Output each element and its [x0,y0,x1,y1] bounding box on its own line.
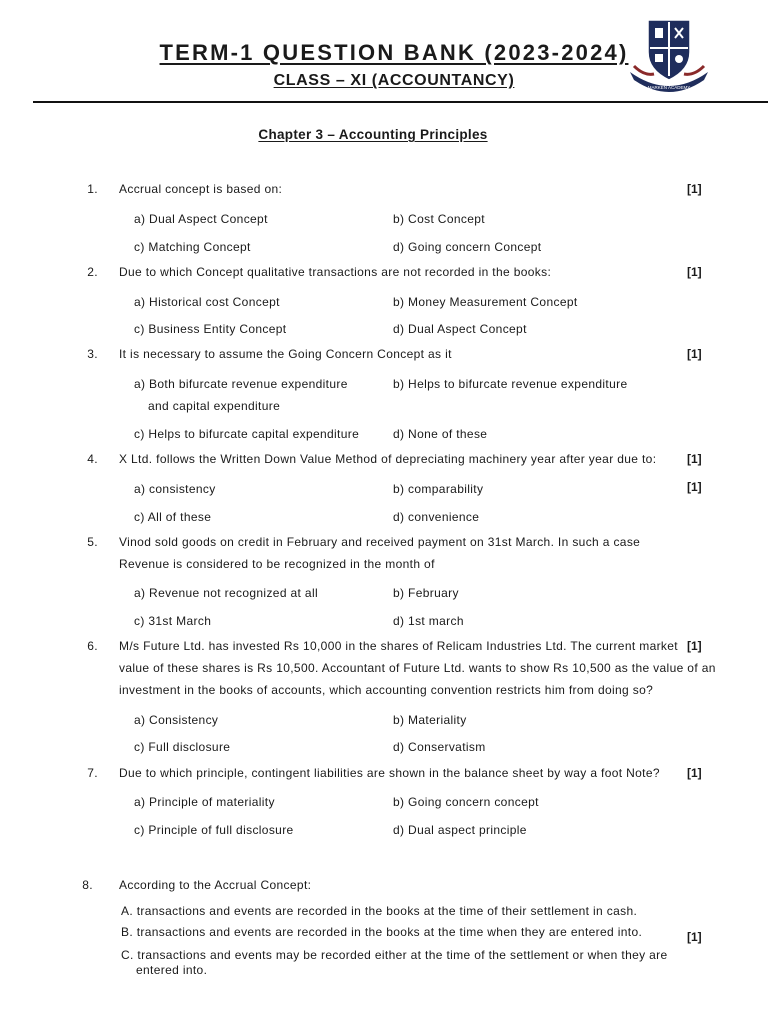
option-b: b) Money Measurement Concept [393,295,578,309]
option-c: c) All of these [134,510,212,524]
document-title: TERM-1 QUESTION BANK (2023-2024) [159,40,629,65]
option-c: c) Business Entity Concept [134,322,287,336]
question-number: 5. [87,535,98,549]
question-marks-extra: [1] [687,480,702,494]
question-number: 1. [87,182,98,196]
option-b: b) Helps to bifurcate revenue expenditure [393,377,628,391]
question-number: 7. [87,766,98,780]
question-text: X Ltd. follows the Written Down Value Method of depreciating machinery year after year due to: [119,452,657,466]
question-marks: [1] [687,930,702,944]
question-text: According to the Accrual Concept: [119,878,312,892]
option-d: d) Dual aspect principle [393,823,527,837]
option-a: a) Dual Aspect Concept [134,212,268,226]
question-text-line-3: investment in the books of accounts, which accounting convention restricts him from doing so? [119,683,654,697]
option-b: b) Cost Concept [393,212,485,226]
option-b: b) comparability [393,482,484,496]
header-divider [33,101,768,103]
question-text: Due to which Concept qualitative transactions are not recorded in the books: [119,265,552,279]
option-c-continued: entered into. [136,963,208,977]
option-a: A. transactions and events are recorded in the books at the time of their settlement in cash. [121,904,638,918]
question-marks: [1] [687,347,702,361]
question-text: Due to which principle, contingent liabilities are shown in the balance sheet by way a foot Note? [119,766,660,780]
question-text: M/s Future Ltd. has invested Rs 10,000 in the shares of Relicam Industries Ltd. The current market [119,639,678,653]
option-b: b) February [393,586,459,600]
option-d: d) Going concern Concept [393,240,542,254]
option-b: B. transactions and events are recorded in the books at the time when they are entered into. [121,925,643,939]
question-marks: [1] [687,766,702,780]
question-text: Accrual concept is based on: [119,182,283,196]
question-text-line-2: value of these shares is Rs 10,500. Accountant of Future Ltd. wants to show Rs 10,500 as the value of an [119,661,716,675]
question-text: It is necessary to assume the Going Concern Concept as it [119,347,452,361]
question-text-line-2: Revenue is considered to be recognized in the month of [119,557,435,571]
option-c: c) Matching Concept [134,240,251,254]
question-marks: [1] [687,639,702,653]
option-d: d) convenience [393,510,480,524]
option-d: d) None of these [393,427,488,441]
question-number: 6. [87,639,98,653]
option-b: b) Going concern concept [393,795,539,809]
document-subtitle: CLASS – XI (ACCOUNTANCY) [273,72,515,89]
question-number: 8. [82,878,93,892]
option-c: c) Helps to bifurcate capital expenditure [134,427,360,441]
option-c: c) 31st March [134,614,212,628]
question-marks: [1] [687,265,702,279]
question-marks: [1] [687,182,702,196]
option-c: c) Full disclosure [134,740,231,754]
school-crest-logo [624,14,714,96]
option-a: a) Both bifurcate revenue expenditure [134,377,348,391]
option-a: a) Revenue not recognized at all [134,586,318,600]
option-a: a) Historical cost Concept [134,295,280,309]
option-b: b) Materiality [393,713,467,727]
option-d: d) Conservatism [393,740,486,754]
option-a-continued: and capital expenditure [148,399,281,413]
question-number: 4. [87,452,98,466]
option-a: a) consistency [134,482,216,496]
option-d: d) 1st march [393,614,464,628]
option-c: c) Principle of full disclosure [134,823,294,837]
question-number: 3. [87,347,98,361]
question-text: Vinod sold goods on credit in February and received payment on 31st March. In such a case [119,535,641,549]
option-d: d) Dual Aspect Concept [393,322,527,336]
option-a: a) Consistency [134,713,219,727]
question-number: 2. [87,265,98,279]
logo-text: MARKEN ACADEMY [647,85,691,90]
option-a: a) Principle of materiality [134,795,275,809]
chapter-heading: Chapter 3 – Accounting Principles [258,127,488,142]
question-marks: [1] [687,452,702,466]
option-c: C. transactions and events may be recorded either at the time of the settlement or when they are [121,948,668,962]
